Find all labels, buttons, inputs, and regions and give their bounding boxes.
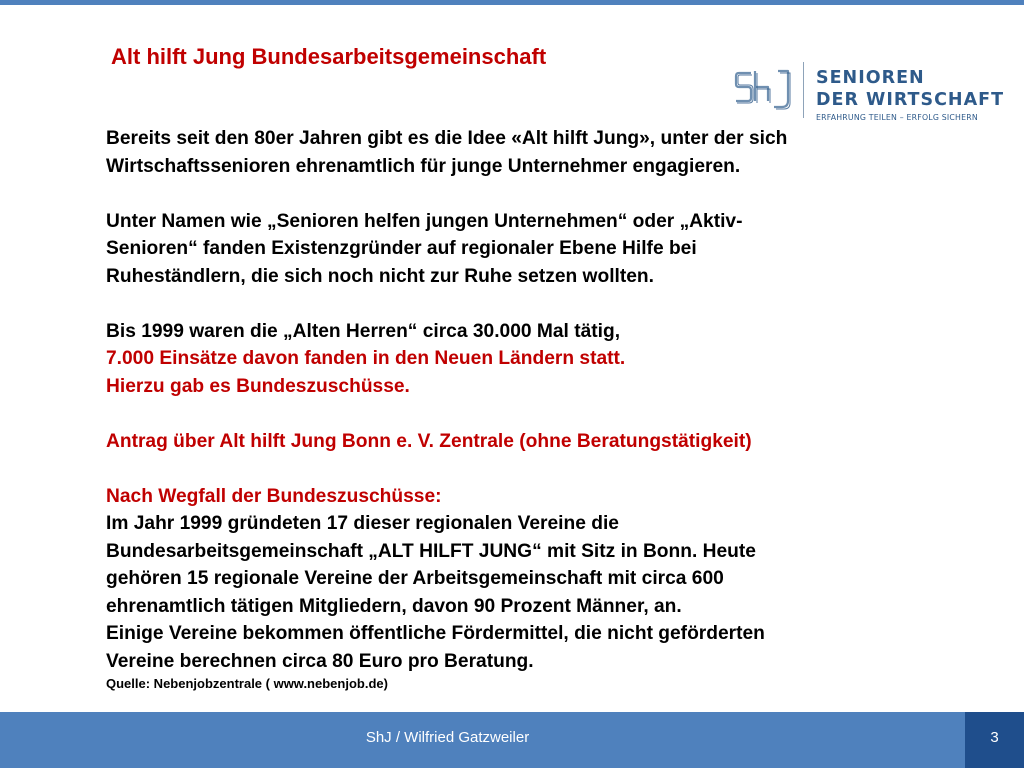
logo-line-senioren: SENIOREN xyxy=(816,68,925,88)
shj-logo-icon xyxy=(734,67,794,111)
logo-line-der-wirtschaft: DER WIRTSCHAFT xyxy=(816,90,1005,110)
page-number-box xyxy=(965,712,1024,768)
top-accent-bar xyxy=(0,0,1024,5)
text-line: Ruheständlern, die sich noch nicht zur Ruhe setzen wollten. xyxy=(106,265,654,287)
source-citation: Quelle: Nebenjobzentrale ( www.nebenjob.de) xyxy=(106,676,388,691)
text-line: Bereits seit den 80er Jahren gibt es die Idee «Alt hilft Jung», unter der sich xyxy=(106,128,788,149)
paragraph-gap xyxy=(106,455,926,483)
paragraph-names xyxy=(106,208,926,291)
footer-bar xyxy=(0,712,1024,768)
highlight-heading: Nach Wegfall der Bundeszuschüsse: xyxy=(106,485,442,507)
paragraph-gap xyxy=(106,290,926,318)
logo-divider xyxy=(803,62,804,118)
text-line: Wirtschaftssenioren ehrenamtlich für junge Unternehmer engagieren. xyxy=(106,155,741,177)
paragraph-gap xyxy=(106,400,926,428)
text-line: ehrenamtlich tätigen Mitgliedern, davon 90 Prozent Männer, an. xyxy=(106,595,682,617)
text-line: Unter Namen wie „Senioren helfen jungen Unternehmen“ oder „Aktiv- xyxy=(106,210,743,232)
text-line: Im Jahr 1999 gründeten 17 dieser regionalen Vereine die xyxy=(106,513,619,534)
logo-wordmark xyxy=(816,67,1004,122)
slide-title: Alt hilft Jung Bundesarbeitsgemeinschaft xyxy=(111,44,547,69)
paragraph-gap xyxy=(106,180,926,208)
text-line: Einige Vereine bekommen öffentliche Fördermittel, die nicht geförderten xyxy=(106,623,765,644)
paragraph-after-funding xyxy=(106,483,926,676)
logo-tagline: ERFAHRUNG TEILEN – ERFOLG SICHERN xyxy=(816,113,978,122)
text-line: Bundesarbeitsgemeinschaft „ALT HILFT JUNG“ mit Sitz in Bonn. Heute xyxy=(106,540,756,562)
footer-author: ShJ / Wilfried Gatzweiler xyxy=(365,729,530,746)
paragraph-intro xyxy=(106,125,926,180)
page-number: 3 xyxy=(990,729,999,746)
paragraph-statistics xyxy=(106,318,926,401)
highlight-line: Hierzu gab es Bundeszuschüsse. xyxy=(106,375,410,397)
highlight-line-antrag: Antrag über Alt hilft Jung Bonn e. V. Zentrale (ohne Beratungstätigkeit) xyxy=(106,430,752,452)
text-line: gehören 15 regionale Vereine der Arbeitsgemeinschaft mit circa 600 xyxy=(106,568,724,589)
slide-body xyxy=(106,125,926,693)
logo xyxy=(734,62,1005,122)
text-line: Vereine berechnen circa 80 Euro pro Beratung. xyxy=(106,650,534,672)
highlight-line: 7.000 Einsätze davon fanden in den Neuen Ländern statt. xyxy=(106,348,626,369)
text-line: Senioren“ fanden Existenzgründer auf regionaler Ebene Hilfe bei xyxy=(106,238,697,259)
text-line: Bis 1999 waren die „Alten Herren“ circa 30.000 Mal tätig, xyxy=(106,320,621,342)
